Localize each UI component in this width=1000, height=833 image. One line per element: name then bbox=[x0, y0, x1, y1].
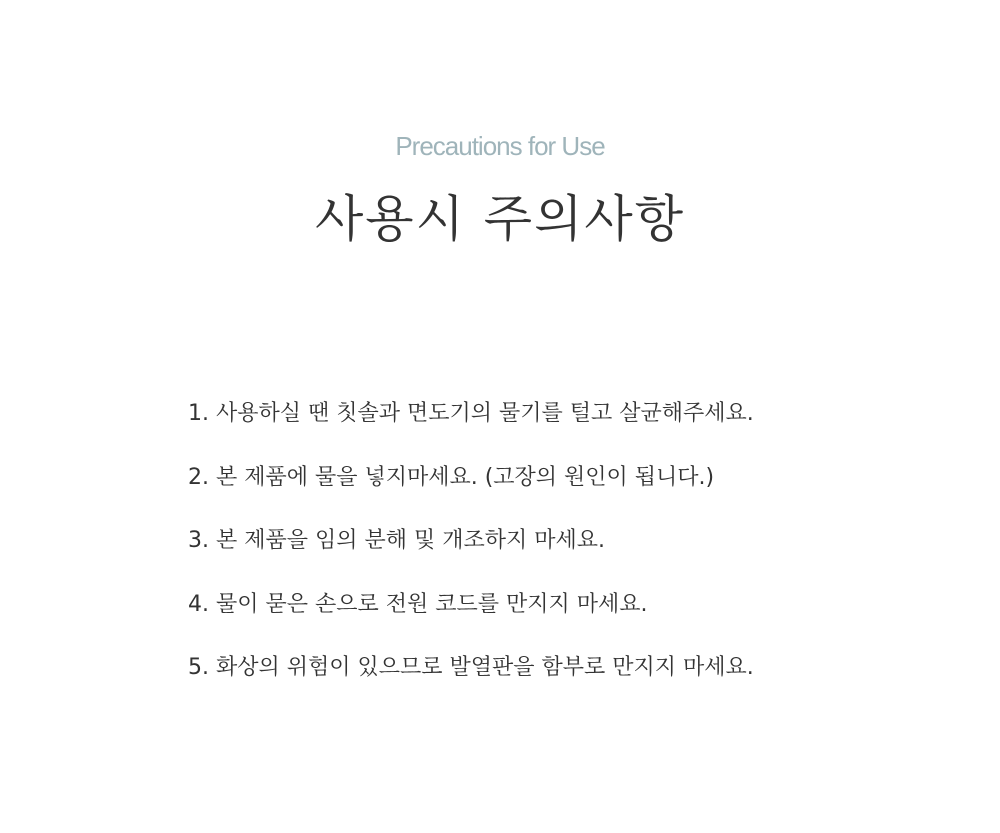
section-title: 사용시 주의사항 bbox=[315, 190, 685, 248]
header-section bbox=[0, 126, 1000, 254]
precaution-item: 3. 본 제품을 임의 분해 및 개조하지 마세요. bbox=[188, 528, 605, 553]
precautions-list bbox=[188, 392, 948, 710]
precaution-item: 5. 화상의 위험이 있으므로 발열판을 함부로 만지지 마세요. bbox=[188, 655, 754, 680]
precaution-item: 2. 본 제품에 물을 넣지마세요. (고장의 원인이 됩니다.) bbox=[188, 464, 715, 490]
section-subtitle: Precautions for Use bbox=[395, 131, 605, 161]
precaution-item: 4. 물이 묻은 손으로 전원 코드를 만지지 마세요. bbox=[188, 591, 648, 617]
precaution-item: 1. 사용하실 땐 칫솔과 면도기의 물기를 털고 살균해주세요. bbox=[188, 401, 754, 426]
